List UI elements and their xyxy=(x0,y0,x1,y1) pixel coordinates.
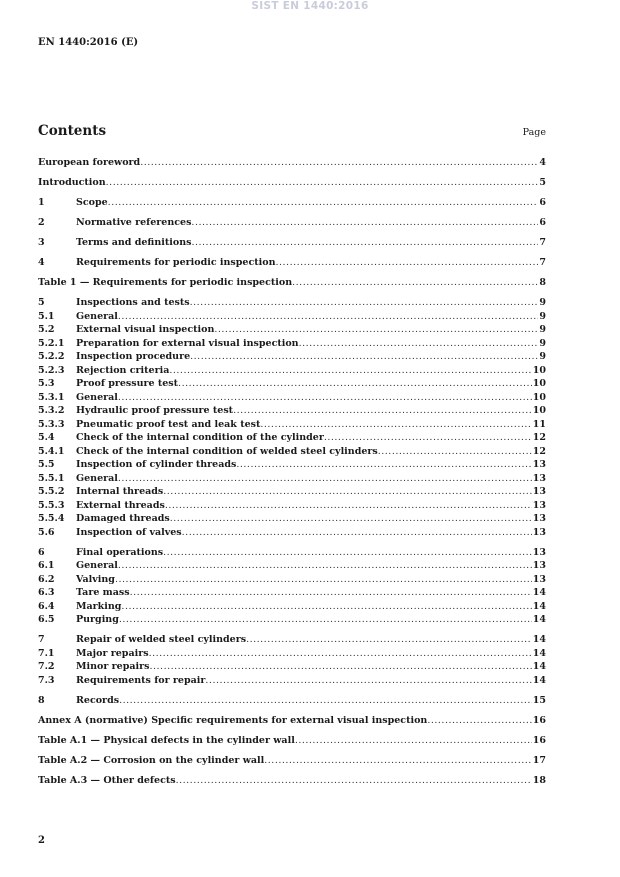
toc-entry-title: Table A.1 — Physical defects in the cylinder wall xyxy=(38,734,295,746)
toc-entry[interactable] xyxy=(38,546,546,560)
toc-entry-title: Valving xyxy=(76,573,115,585)
toc-entry-page: 9 xyxy=(539,324,546,335)
toc-entry[interactable] xyxy=(38,323,546,337)
toc-entry-title: Introduction xyxy=(38,177,106,188)
toc-entry-page: 14 xyxy=(532,661,546,672)
toc-entry[interactable] xyxy=(38,296,546,310)
dot-leader xyxy=(176,774,532,788)
toc-entry[interactable] xyxy=(38,431,546,445)
toc-entry-page: 16 xyxy=(532,714,546,726)
dot-leader xyxy=(295,734,532,748)
toc-entry-page: 13 xyxy=(532,560,546,571)
toc-entry[interactable] xyxy=(38,633,546,647)
toc-entry-page: 7 xyxy=(539,257,546,268)
dot-leader xyxy=(149,647,532,661)
toc-entry-number: 6.4 xyxy=(38,600,55,612)
dot-leader xyxy=(163,485,532,499)
toc-entry-title: Table A.3 — Other defects xyxy=(38,774,176,786)
toc-entry[interactable] xyxy=(38,445,546,459)
toc-entry-page: 13 xyxy=(532,486,546,497)
toc-entry-page: 12 xyxy=(532,432,546,443)
toc-entry-page: 10 xyxy=(532,378,546,389)
toc-entry-title: Inspection of cylinder threads xyxy=(76,459,237,470)
dot-leader xyxy=(118,472,532,486)
toc-entry-title: Tare mass xyxy=(76,587,130,598)
toc-entry-title: Proof pressure test xyxy=(76,378,179,389)
toc-entry-title: Rejection criteria xyxy=(76,364,170,376)
document-id: EN 1440:2016 (E) xyxy=(38,37,139,48)
toc-entry-page: 17 xyxy=(532,754,546,766)
toc-entry-number: 4 xyxy=(38,257,45,268)
toc-entry-page: 9 xyxy=(539,337,546,349)
toc-entry-page: 13 xyxy=(532,513,546,524)
toc-entry[interactable] xyxy=(38,472,546,486)
toc-entry-title: Preparation for external visual inspection xyxy=(76,337,299,349)
toc-entry-page: 13 xyxy=(532,573,546,585)
toc-entry-title: Minor repairs xyxy=(76,661,150,672)
toc-entry-page: 6 xyxy=(539,217,546,228)
page-number: 2 xyxy=(38,835,45,846)
toc-entry-page: 12 xyxy=(532,445,546,457)
toc-entry-title: Marking xyxy=(76,600,122,612)
toc-entry[interactable] xyxy=(38,526,546,540)
toc-entry-title: Major repairs xyxy=(76,647,149,659)
toc-entry-title: Table 1 — Requirements for periodic inspection xyxy=(38,277,293,288)
toc-entry-title: Requirements for repair xyxy=(76,674,206,686)
toc-entry[interactable] xyxy=(38,674,546,688)
toc-entry-number: 6.2 xyxy=(38,573,55,585)
toc-entry-title: Hydraulic proof pressure test xyxy=(76,405,234,416)
toc-entry-page: 14 xyxy=(532,600,546,612)
toc-entry[interactable] xyxy=(38,694,546,708)
toc-entry-number: 2 xyxy=(38,217,45,228)
toc-entry-page: 14 xyxy=(532,587,546,598)
dot-leader xyxy=(106,176,539,190)
toc-entry[interactable] xyxy=(38,600,546,614)
toc-entry-title: Internal threads xyxy=(76,486,164,497)
toc-entry-number: 6.5 xyxy=(38,614,55,625)
dot-leader xyxy=(276,256,539,270)
dot-leader xyxy=(119,613,532,627)
toc-entry-title: Pneumatic proof test and leak test xyxy=(76,418,261,430)
dot-leader xyxy=(190,296,539,310)
watermark: SIST EN 1440:2016 xyxy=(251,0,369,12)
toc-entry-title: Inspections and tests xyxy=(76,297,190,308)
toc-entry-page: 10 xyxy=(532,391,546,403)
toc-entry[interactable] xyxy=(38,774,546,788)
dot-leader xyxy=(118,391,532,405)
toc-entry-title: Final operations xyxy=(76,546,164,558)
toc-entry-title: General xyxy=(76,472,118,484)
toc-entry[interactable] xyxy=(38,364,546,378)
toc-entry[interactable] xyxy=(38,647,546,661)
toc-entry-number: 5.2.1 xyxy=(38,337,65,349)
dot-leader xyxy=(169,364,531,378)
dot-leader xyxy=(182,526,532,540)
toc-entry[interactable] xyxy=(38,176,546,190)
dot-leader xyxy=(191,236,538,250)
toc-entry-title: Terms and definitions xyxy=(76,237,192,248)
toc-entry-title: Requirements for periodic inspection xyxy=(76,257,276,268)
dot-leader xyxy=(299,337,539,351)
toc-entry-title: Check of the internal condition of welded steel cylinders xyxy=(76,445,378,457)
dot-leader xyxy=(108,196,539,210)
toc-entry-title: Scope xyxy=(76,197,108,208)
toc-entry-number: 5.6 xyxy=(38,526,55,538)
toc-entry-number: 5.5.1 xyxy=(38,472,65,484)
toc-entry-page: 14 xyxy=(532,614,546,625)
toc-entry-title: Inspection of valves xyxy=(76,526,182,538)
toc-entry-page: 9 xyxy=(539,297,546,308)
toc-entry[interactable] xyxy=(38,216,546,230)
toc-entry-title: Check of the internal condition of the cylinder xyxy=(76,432,324,443)
toc-entry-title: External threads xyxy=(76,499,165,511)
toc-entry[interactable] xyxy=(38,573,546,587)
dot-leader xyxy=(191,216,538,230)
toc-entry-page: 14 xyxy=(532,674,546,686)
toc-entry-title: Records xyxy=(76,694,120,706)
toc-entry-page: 16 xyxy=(532,734,546,746)
toc-entry[interactable] xyxy=(38,236,546,250)
toc-entry-page: 15 xyxy=(532,694,546,706)
dot-leader xyxy=(121,600,531,614)
toc-entry-number: 5.3.2 xyxy=(38,405,65,416)
table-of-contents xyxy=(38,156,546,787)
toc-entry-number: 7.2 xyxy=(38,661,55,672)
toc-entry-page: 10 xyxy=(532,364,546,376)
toc-entry[interactable] xyxy=(38,337,546,351)
dot-leader xyxy=(292,276,538,290)
toc-entry-number: 5.5.4 xyxy=(38,513,65,524)
toc-entry-title: General xyxy=(76,391,118,403)
dot-leader xyxy=(264,754,532,768)
toc-entry-number: 6 xyxy=(38,546,45,558)
toc-entry[interactable] xyxy=(38,276,546,290)
toc-entry[interactable] xyxy=(38,512,546,526)
toc-entry-number: 7.1 xyxy=(38,647,55,659)
toc-entry-title: Inspection procedure xyxy=(76,351,191,362)
dot-leader xyxy=(378,445,532,459)
dot-leader xyxy=(170,512,532,526)
toc-entry-title: Purging xyxy=(76,614,119,625)
toc-entry-page: 13 xyxy=(532,546,546,558)
toc-entry-number: 5.5.3 xyxy=(38,499,65,511)
toc-entry[interactable] xyxy=(38,660,546,674)
toc-entry-title: Table A.2 — Corrosion on the cylinder wall xyxy=(38,754,265,766)
dot-leader xyxy=(115,573,532,587)
toc-entry[interactable] xyxy=(38,256,546,270)
dot-leader xyxy=(178,377,532,391)
toc-entry-page: 13 xyxy=(532,526,546,538)
toc-entry-number: 8 xyxy=(38,694,45,706)
toc-entry-number: 5.4.1 xyxy=(38,445,65,457)
toc-entry-title: External visual inspection xyxy=(76,324,215,335)
toc-entry[interactable] xyxy=(38,156,546,170)
toc-entry-number: 5.4 xyxy=(38,432,55,443)
toc-entry[interactable] xyxy=(38,391,546,405)
toc-entry-page: 8 xyxy=(539,277,546,288)
toc-entry[interactable] xyxy=(38,714,546,728)
toc-entry-page: 13 xyxy=(532,459,546,470)
toc-entry-number: 5.2 xyxy=(38,324,55,335)
contents-heading: Contents xyxy=(38,123,107,139)
toc-entry[interactable] xyxy=(38,377,546,391)
toc-entry[interactable] xyxy=(38,350,546,364)
toc-entry[interactable] xyxy=(38,485,546,499)
toc-entry-number: 1 xyxy=(38,197,45,208)
toc-entry[interactable] xyxy=(38,418,546,432)
toc-entry-page: 13 xyxy=(532,499,546,511)
toc-entry-page: 6 xyxy=(539,197,546,208)
toc-entry-page: 9 xyxy=(539,310,546,322)
dot-leader xyxy=(163,546,532,560)
toc-entry-number: 5.5.2 xyxy=(38,486,65,497)
toc-entry[interactable] xyxy=(38,559,546,573)
toc-entry-title: European foreword xyxy=(38,157,141,168)
toc-entry-page: 14 xyxy=(532,647,546,659)
toc-entry[interactable] xyxy=(38,613,546,627)
toc-entry[interactable] xyxy=(38,754,546,768)
dot-leader xyxy=(118,310,538,324)
dot-leader xyxy=(236,458,531,472)
dot-leader xyxy=(233,404,532,418)
toc-entry[interactable] xyxy=(38,499,546,513)
toc-entry-title: Repair of welded steel cylinders xyxy=(76,634,247,645)
dot-leader xyxy=(119,694,532,708)
toc-entry-number: 3 xyxy=(38,237,45,248)
toc-entry-number: 5.3 xyxy=(38,378,55,389)
dot-leader xyxy=(205,674,531,688)
toc-entry-page: 7 xyxy=(539,237,546,248)
page-column-label: Page xyxy=(522,127,546,138)
dot-leader xyxy=(246,633,532,647)
toc-entry-number: 5.3.1 xyxy=(38,391,65,403)
toc-entry-number: 5 xyxy=(38,297,45,308)
toc-entry[interactable] xyxy=(38,458,546,472)
toc-entry-number: 7 xyxy=(38,634,45,645)
toc-entry-number: 5.2.2 xyxy=(38,351,65,362)
dot-leader xyxy=(130,586,532,600)
toc-entry[interactable] xyxy=(38,310,546,324)
toc-entry-number: 5.2.3 xyxy=(38,364,65,376)
toc-entry-number: 5.3.3 xyxy=(38,418,65,430)
toc-entry-page: 14 xyxy=(532,634,546,645)
toc-entry[interactable] xyxy=(38,404,546,418)
toc-entry-title: Normative references xyxy=(76,217,192,228)
toc-entry[interactable] xyxy=(38,196,546,210)
toc-entry-title: Damaged threads xyxy=(76,513,170,524)
toc-entry-page: 13 xyxy=(532,472,546,484)
toc-entry[interactable] xyxy=(38,734,546,748)
toc-entry-page: 18 xyxy=(532,774,546,786)
toc-entry-number: 6.3 xyxy=(38,587,55,598)
toc-entry-number: 7.3 xyxy=(38,674,55,686)
dot-leader xyxy=(165,499,532,513)
toc-entry-title: Annex A (normative) Specific requirements for external visual inspection xyxy=(38,714,428,726)
toc-entry[interactable] xyxy=(38,586,546,600)
toc-entry-number: 5.1 xyxy=(38,310,55,322)
toc-entry-page: 10 xyxy=(532,405,546,416)
toc-entry-number: 6.1 xyxy=(38,560,55,571)
toc-entry-title: General xyxy=(76,310,118,322)
toc-entry-title: General xyxy=(76,560,118,571)
toc-entry-page: 9 xyxy=(539,351,546,362)
toc-entry-page: 4 xyxy=(539,157,546,168)
toc-entry-number: 5.5 xyxy=(38,459,55,470)
toc-entry-page: 5 xyxy=(539,177,546,188)
dot-leader xyxy=(140,156,538,170)
dot-leader xyxy=(150,660,532,674)
dot-leader xyxy=(260,418,531,432)
dot-leader xyxy=(118,559,532,573)
dot-leader xyxy=(324,431,532,445)
dot-leader xyxy=(190,350,538,364)
dot-leader xyxy=(427,714,531,728)
toc-entry-page: 11 xyxy=(532,418,546,430)
dot-leader xyxy=(214,323,538,337)
